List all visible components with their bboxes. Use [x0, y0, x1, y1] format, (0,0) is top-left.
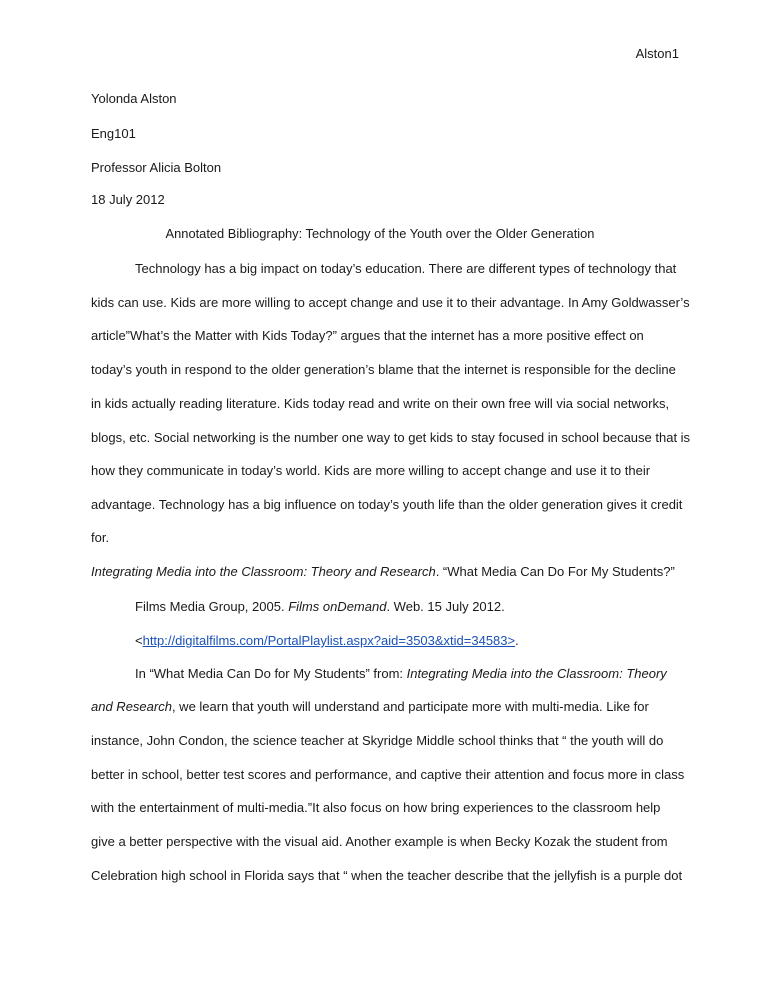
citation-url-link[interactable]: http://digitalfilms.com/PortalPlaylist.aspx?aid=3503&xtid=34583> — [142, 633, 516, 648]
citation-line-3 — [135, 633, 519, 649]
annotation-line — [91, 699, 649, 715]
annotation-line — [135, 666, 667, 682]
intro-line: today’s youth in respond to the older generation’s blame that the internet is responsible for the decline — [91, 362, 676, 377]
author-name: Yolonda Alston — [91, 91, 177, 106]
paper-date: 18 July 2012 — [91, 192, 165, 207]
citation-work-title: Integrating Media into the Classroom: Theory and Research — [91, 564, 436, 579]
intro-line: kids can use. Kids are more willing to accept change and use it to their advantage. In Amy Goldwasser’s — [91, 295, 690, 310]
citation-access: . Web. 15 July 2012. — [386, 599, 505, 614]
intro-line: in kids actually reading literature. Kids today read and write on their own free will via social networks, — [91, 396, 670, 411]
intro-line: how they communicate in today’s world. Kids are more willing to accept change and use it to their — [91, 463, 651, 478]
annotation-line: with the entertainment of multi-media.”It also focus on how bring experiences to the classroom help — [91, 800, 661, 815]
annotation-line: give a better perspective with the visual aid. Another example is when Becky Kozak the student from — [91, 834, 668, 849]
citation-line-2 — [135, 599, 505, 615]
annotation-text: , we learn that youth will understand and participate more with multi-media. Like for — [171, 699, 649, 714]
url-period: . — [515, 633, 519, 648]
intro-line: for. — [91, 530, 110, 545]
citation-line-1 — [91, 564, 675, 580]
annotation-line: Celebration high school in Florida says that “ when the teacher describe that the jellyfish is a purple dot — [91, 868, 683, 883]
paper-title: Annotated Bibliography: Technology of the Youth over the Older Generation — [165, 226, 595, 241]
professor-name: Professor Alicia Bolton — [91, 160, 222, 175]
annotation-line: instance, John Condon, the science teacher at Skyridge Middle school thinks that “ the youth will do — [91, 733, 664, 748]
citation-publisher: Films Media Group, 2005. — [135, 599, 289, 614]
annotation-line: better in school, better test scores and performance, and captive their attention and focus more in class — [91, 767, 685, 782]
running-head: Alston1 — [635, 46, 679, 61]
intro-line: advantage. Technology has a big influence on today’s youth life than the older generation gives it credit — [91, 497, 683, 512]
annotation-source-title: and Research — [91, 699, 172, 714]
url-open-bracket: < — [135, 633, 143, 648]
intro-line: article”What’s the Matter with Kids Today?” argues that the internet has a more positive effect on — [91, 328, 644, 343]
citation-segment-title: . “What Media Can Do For My Students?” — [435, 564, 675, 579]
citation-database: Films onDemand — [288, 599, 387, 614]
intro-line: Technology has a big impact on today’s education. There are different types of technology that — [135, 261, 677, 276]
course-name: Eng101 — [91, 126, 136, 141]
annotation-text: In “What Media Can Do for My Students” from: — [135, 666, 407, 681]
intro-line: blogs, etc. Social networking is the number one way to get kids to stay focused in school because that is — [91, 430, 691, 445]
annotation-source-title: Integrating Media into the Classroom: Theory — [406, 666, 667, 681]
